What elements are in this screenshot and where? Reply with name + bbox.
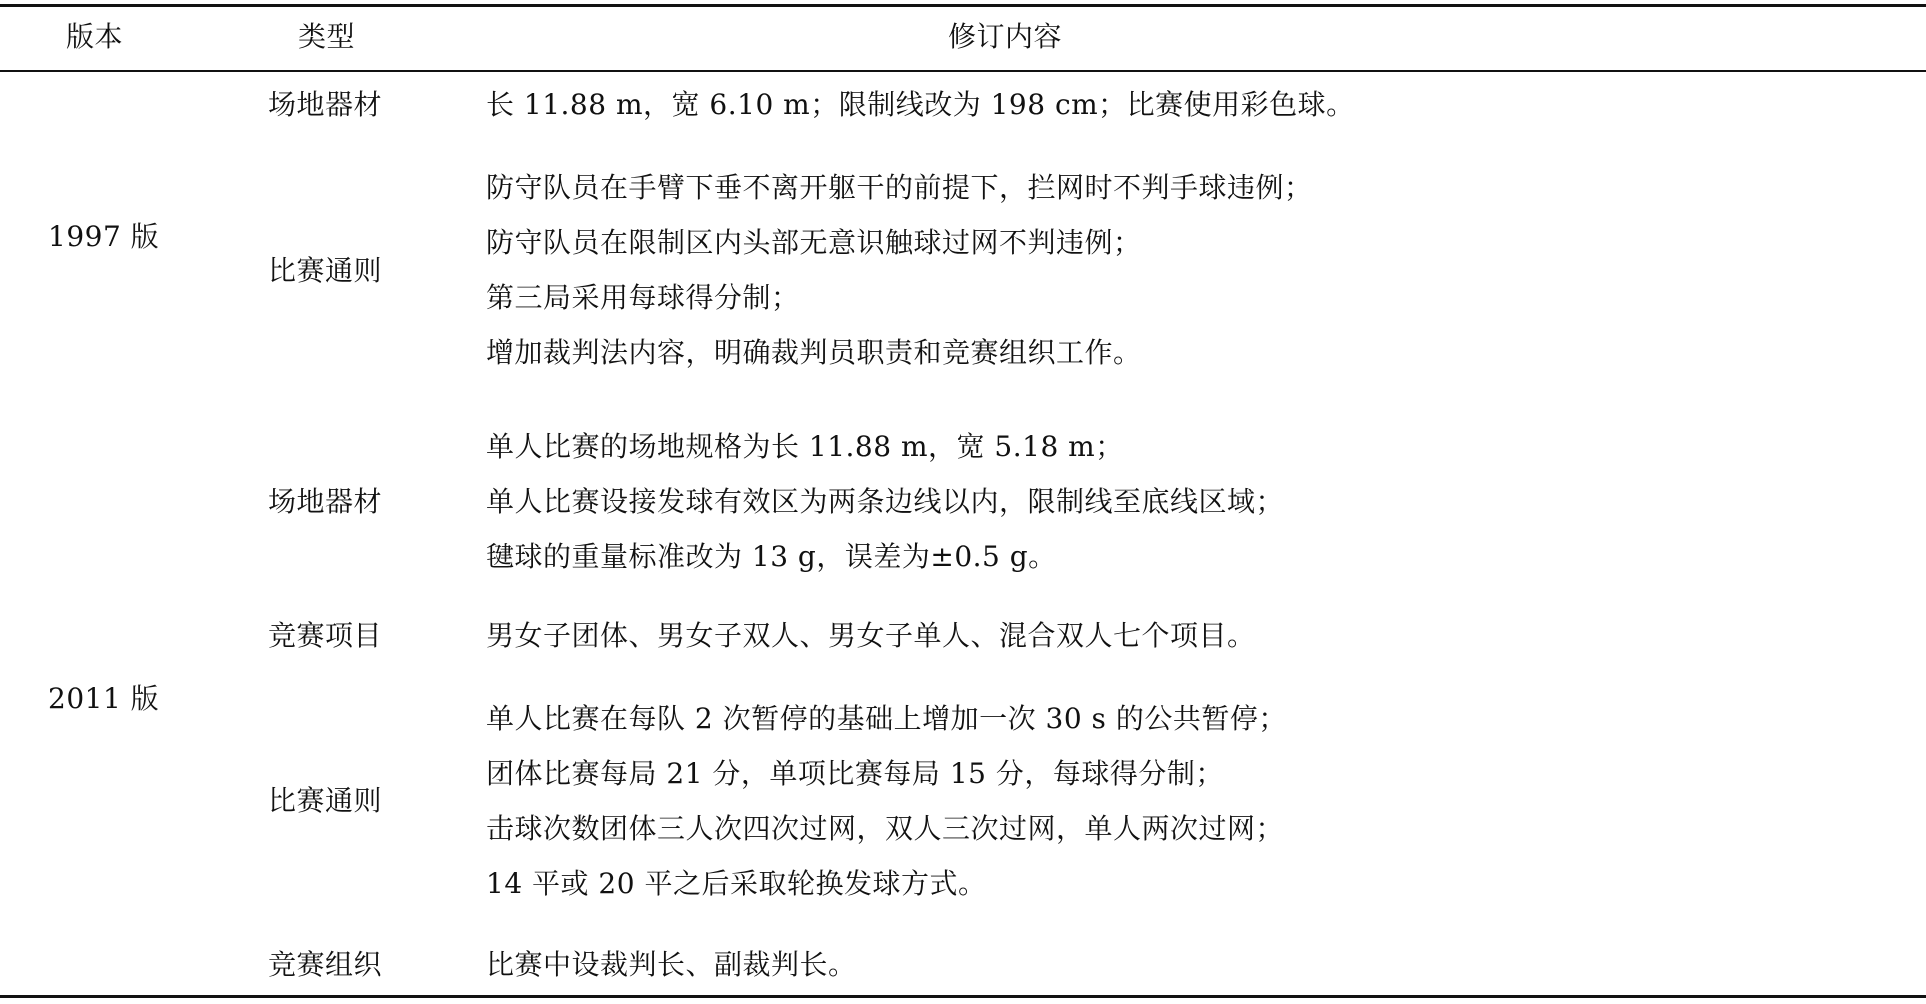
type-1997-rules: 比赛通则 xyxy=(268,254,383,287)
content-1997-rules-2: 防守队员在限制区内头部无意识触球过网不判违例； xyxy=(486,226,1142,259)
type-2011-venue: 场地器材 xyxy=(268,485,383,518)
type-2011-rules: 比赛通则 xyxy=(268,784,383,817)
content-2011-rules-4: 14 平或 20 平之后采取轮换发球方式。 xyxy=(486,867,987,900)
content-1997-rules-1: 防守队员在手臂下垂不离开躯干的前提下，拦网时不判手球违例； xyxy=(486,171,1313,204)
version-2011: 2011 版 xyxy=(48,682,160,715)
content-2011-rules-2: 团体比赛每局 21 分，单项比赛每局 15 分，每球得分制； xyxy=(486,757,1224,790)
type-2011-events: 竞赛项目 xyxy=(268,619,383,652)
content-2011-organization-1: 比赛中设裁判长、副裁判长。 xyxy=(486,948,857,981)
bottom-rule xyxy=(0,995,1926,998)
content-1997-rules-4: 增加裁判法内容，明确裁判员职责和竞赛组织工作。 xyxy=(486,336,1142,369)
type-2011-organization: 竞赛组织 xyxy=(268,948,383,981)
content-2011-venue-3: 毽球的重量标准改为 13 g，误差为±0.5 g。 xyxy=(486,540,1057,573)
content-2011-events-1: 男女子团体、男女子双人、男女子单人、混合双人七个项目。 xyxy=(486,619,1256,652)
content-2011-rules-3: 击球次数团体三人次四次过网，双人三次过网，单人两次过网； xyxy=(486,812,1285,845)
header-type: 类型 xyxy=(298,20,356,53)
header-rule xyxy=(0,70,1926,72)
content-2011-rules-1: 单人比赛在每队 2 次暂停的基础上增加一次 30 s 的公共暂停； xyxy=(486,702,1287,735)
content-2011-venue-2: 单人比赛设接发球有效区为两条边线以内，限制线至底线区域； xyxy=(486,485,1285,518)
top-rule xyxy=(0,4,1926,7)
header-content: 修订内容 xyxy=(948,20,1063,53)
type-1997-venue: 场地器材 xyxy=(268,88,383,121)
content-2011-venue-1: 单人比赛的场地规格为长 11.88 m，宽 5.18 m； xyxy=(486,430,1124,463)
header-version: 版本 xyxy=(66,20,124,53)
content-1997-venue-1: 长 11.88 m，宽 6.10 m；限制线改为 198 cm；比赛使用彩色球。 xyxy=(486,88,1355,121)
content-1997-rules-3: 第三局采用每球得分制； xyxy=(486,281,800,314)
version-1997: 1997 版 xyxy=(48,220,160,253)
